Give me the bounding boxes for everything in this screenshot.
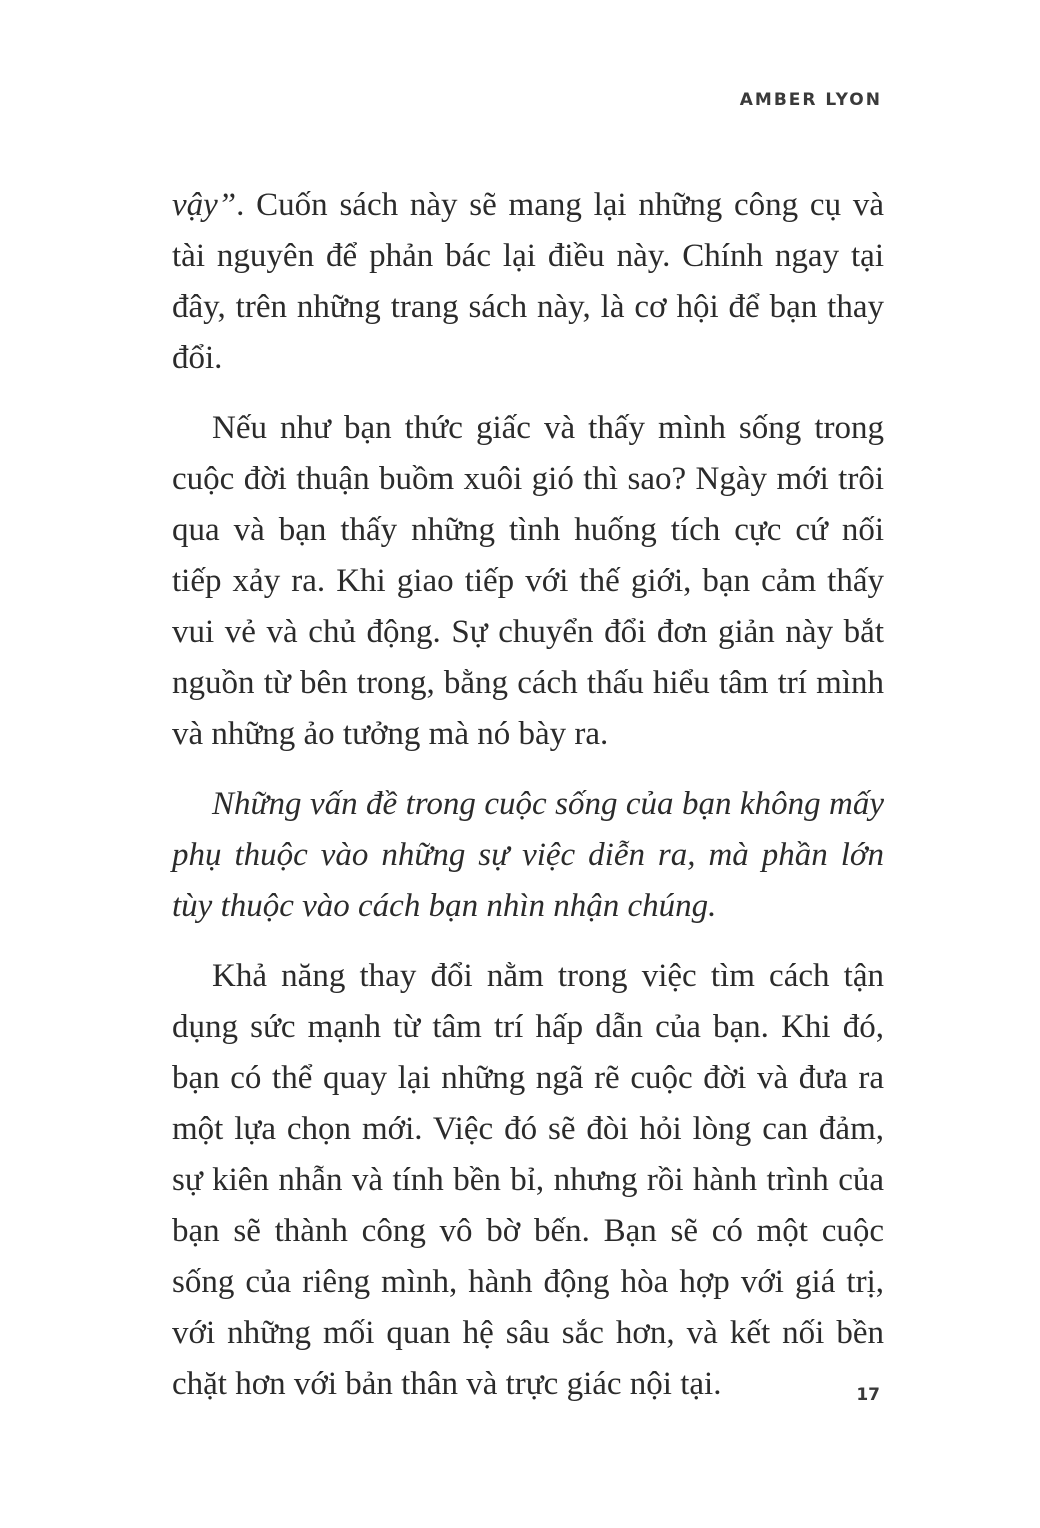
paragraph-1-italic-lead: vậy” (172, 187, 237, 223)
running-head-author: AMBER LYON (739, 90, 882, 110)
page-number: 17 (856, 1385, 880, 1405)
pull-quote: Những vấn đề trong cuộc sống của bạn không mấy phụ thuộc vào những sự việc diễn ra, mà phần lớn tùy thuộc vào cách bạn nhìn nhận chúng. (172, 786, 884, 924)
paragraph-2: Nếu như bạn thức giấc và thấy mình sống trong cuộc đời thuận buồm xuôi gió thì sao? Ngày mới trôi qua và bạn thấy những tình huống tích cực cứ nối tiếp xảy ra. Khi giao tiếp với thế giới, bạn cảm thấy vui vẻ và chủ động. Sự chuyển đổi đơn giản này bắt nguồn từ bên trong, bằng cách thấu hiểu tâm trí mình và những ảo tưởng mà nó bày ra. (172, 410, 884, 752)
paragraph-1-text: . Cuốn sách này sẽ mang lại những công cụ và tài nguyên để phản bác lại điều này. Chính ngay tại đây, trên những trang sách này, là cơ hội để bạn thay đổi. (172, 187, 884, 376)
body-text (172, 180, 884, 1429)
paragraph-1 (172, 180, 884, 384)
paragraph-4: Khả năng thay đổi nằm trong việc tìm cách tận dụng sức mạnh từ tâm trí hấp dẫn của bạn. Khi đó, bạn có thể quay lại những ngã rẽ cuộc đời và đưa ra một lựa chọn mới. Việc đó sẽ đòi hỏi lòng can đảm, sự kiên nhẫn và tính bền bỉ, nhưng rồi hành trình của bạn sẽ thành công vô bờ bến. Bạn sẽ có một cuộc sống của riêng mình, hành động hòa hợp với giá trị, với những mối quan hệ sâu sắc hơn, và kết nối bền chặt hơn với bản thân và trực giác nội tại. (172, 958, 884, 1402)
